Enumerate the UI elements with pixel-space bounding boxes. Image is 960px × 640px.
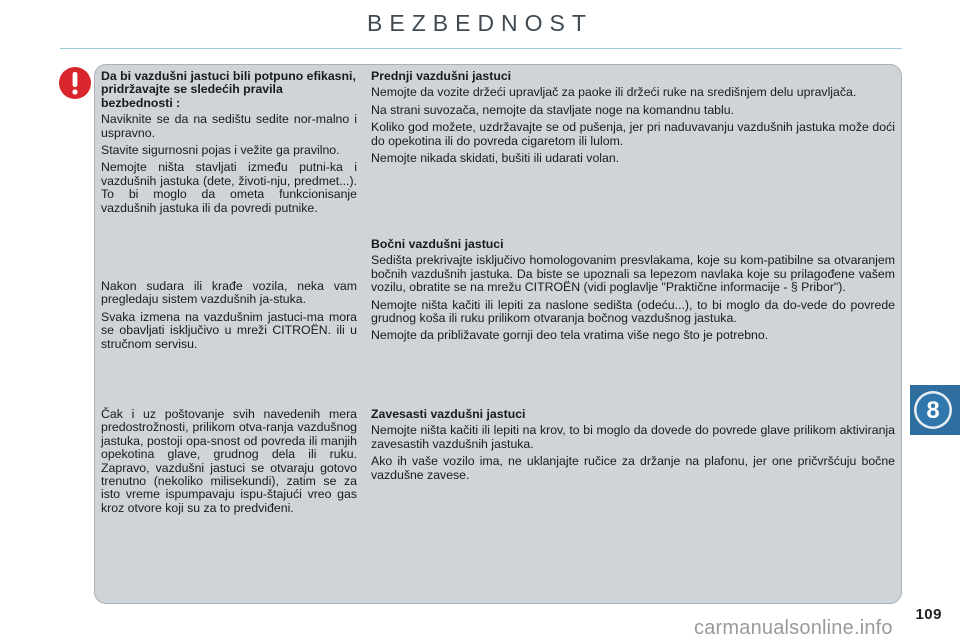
injury-warning-section: [101, 408, 357, 519]
safety-rules-section: [101, 70, 357, 219]
side-airbags-section: [371, 238, 895, 347]
paragraph: Nemojte ništa stavljati između putni-ka i vazdušnih jastuka (dete, životi-nju, predmet...). To bi moglo da ometa funkcionisanje vazdušnih jastuka ili da povredi putnike.: [101, 160, 357, 215]
paragraph: Nemojte da približavate gornji deo tela vratima više nego što je potrebno.: [371, 328, 769, 343]
chapter-number: 8: [926, 397, 940, 424]
page-number: 109: [915, 606, 942, 623]
exclamation-warning-icon: [58, 66, 92, 100]
paragraph: Stavite sigurnosni pojas i vežite ga pravilno.: [101, 143, 340, 158]
paragraph: Koliko god možete, uzdržavajte se od pušenja, jer pri naduvavanju vazdušnih jastuka može doći do opekotina ili do povreda cigaretom ili lulom.: [371, 120, 895, 148]
paragraph: Svaka izmena na vazdušnim jastuci-ma mora se obavljati isključivo u mreži CITROËN. ili u stručnom servisu.: [101, 309, 357, 351]
paragraph: Ako ih vaše vozilo ima, ne uklanjajte ručice za držanje na plafonu, jer one pričvršćuju bočne vazdušne zavese.: [371, 454, 895, 482]
front-airbags-heading: Prednji vazdušni jastuci: [371, 69, 512, 83]
paragraph: Čak i uz poštovanje svih navedenih mera predostrožnosti, prilikom otva-ranja vazdušnog jastuka, postoji opa-snost od povreda ili manjih opekotina glave, grudnog dela ili ruku. Zapravo, vazdušni jastuci se otvaraju gotovo trenutno (nekoliko milisekundi), zatim se za isto vreme ispumpavaju ispu-štajući vreo gas kroz otvore koji su za to predviđeni.: [101, 407, 357, 515]
paragraph: Sedišta prekrivajte isključivo homologovanim presvlakama, koje su kom-patibilne sa otvaranjem bočnih vazdušnih jastuka. Da biste se upoznali sa lepezom navlaka koje su prilagođene vašem vozilu, obratite se na mrežu CITROËN (vidi poglavlje "Praktične informacije - § Pribor").: [371, 253, 895, 295]
title-divider: [60, 48, 902, 49]
paragraph: Nakon sudara ili krađe vozila, neka vam pregledaju sistem vazdušnih ja-stuka.: [101, 279, 357, 307]
side-airbags-heading: Bočni vazdušni jastuci: [371, 237, 504, 251]
paragraph: Nemojte ništa kačiti ili lepiti za naslone sedišta (odeću...), to bi moglo da do-vede do povrede grudnog koša ili ruku prilikom otvaranja bočnog vazdušnog jastuka.: [371, 297, 895, 326]
paragraph: Nemojte da vozite držeći upravljač za paoke ili držeći ruke na središnjem delu upravljača.: [371, 85, 857, 100]
paragraph: Nemojte ništa kačiti ili lepiti na krov, to bi moglo da dovede do povrede glave prilikom aktiviranja zavesastih vazdušnih jastuka.: [371, 423, 895, 451]
curtain-airbags-section: [371, 408, 895, 486]
front-airbags-section: [371, 70, 895, 169]
paragraph: Naviknite se da na sedištu sedite nor-malno i uspravno.: [101, 112, 357, 140]
paragraph: Nemojte nikada skidati, bušiti ili udarati volan.: [371, 151, 620, 166]
inspection-section: [101, 280, 357, 355]
paragraph: Na strani suvozača, nemojte da stavljate noge na komandnu tablu.: [371, 102, 734, 117]
safety-rules-heading: Da bi vazdušni jastuci bili potpuno efikasni, pridržavajte se sledećih pravila bezbednosti :: [101, 69, 356, 110]
curtain-airbags-heading: Zavesasti vazdušni jastuci: [371, 407, 526, 421]
page-title: BEZBEDNOST: [367, 10, 593, 36]
watermark: carmanualsonline.info: [694, 617, 893, 639]
chapter-badge[interactable]: [910, 385, 960, 435]
